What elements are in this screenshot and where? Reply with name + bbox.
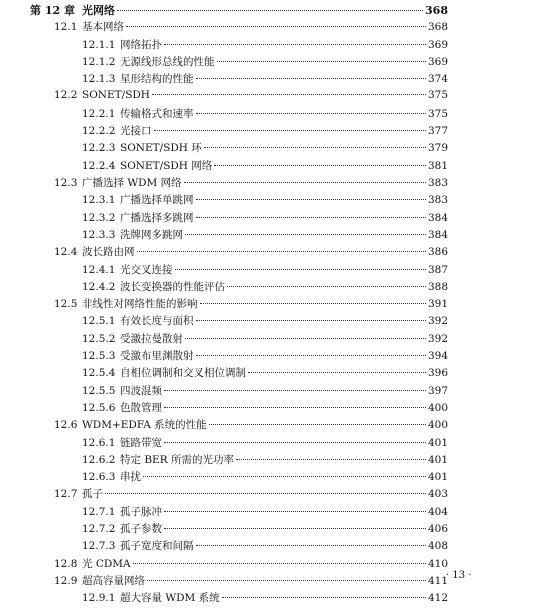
toc-number: 12.2.2 bbox=[82, 125, 116, 138]
toc-title: 非线性对网络性能的影响 bbox=[82, 298, 198, 311]
toc-number: 12.3.3 bbox=[82, 228, 116, 241]
toc-number: 12.5.1 bbox=[82, 315, 116, 328]
toc-page-number: 412 bbox=[427, 592, 448, 605]
toc-page-number: 384 bbox=[427, 211, 448, 224]
dot-leader bbox=[236, 459, 426, 460]
toc-title: 广播选择单跳网 bbox=[120, 194, 194, 207]
toc-title: 网络拓扑 bbox=[120, 38, 162, 51]
toc-number: 12.7.3 bbox=[82, 540, 116, 553]
toc-subsection bbox=[82, 590, 448, 610]
dot-leader bbox=[105, 493, 426, 494]
toc-page-number: 368 bbox=[427, 21, 448, 34]
toc-page-number: 406 bbox=[427, 523, 448, 535]
toc-number: 12.5 bbox=[54, 298, 78, 311]
toc-number: 12.1 bbox=[54, 21, 78, 34]
toc-page-number: 392 bbox=[427, 315, 448, 328]
toc-title: SONET/SDH 环 bbox=[120, 142, 202, 155]
dot-leader bbox=[214, 165, 426, 166]
toc-number: 12.1.3 bbox=[82, 73, 116, 86]
dot-leader bbox=[164, 390, 426, 391]
toc-number: 12.5.4 bbox=[82, 367, 116, 380]
toc-page-number: 381 bbox=[427, 159, 448, 172]
dot-leader bbox=[152, 94, 426, 95]
toc-number: 12.2 bbox=[54, 88, 78, 101]
toc-title: 孤子 bbox=[82, 488, 103, 501]
toc-page-number: 374 bbox=[427, 73, 448, 86]
toc-number: 第 12 章 bbox=[30, 4, 75, 17]
toc-title: 链路带宽 bbox=[120, 436, 162, 449]
toc-title: 光 CDMA bbox=[82, 557, 131, 570]
toc-number: 12.6.1 bbox=[82, 436, 116, 449]
dot-leader bbox=[196, 545, 426, 546]
page-number: · 13 · bbox=[446, 570, 472, 581]
toc-number: 12.5.3 bbox=[82, 350, 116, 362]
toc-number: 12.6.3 bbox=[82, 471, 116, 484]
dot-leader bbox=[196, 113, 426, 114]
toc-page-number: 369 bbox=[427, 38, 448, 51]
toc-number: 12.9 bbox=[54, 574, 78, 587]
dot-leader bbox=[227, 286, 426, 287]
toc-page-number: 396 bbox=[427, 367, 448, 380]
toc-number: 12.3.2 bbox=[82, 211, 116, 224]
toc-page-number: 386 bbox=[427, 246, 448, 259]
dot-leader bbox=[185, 234, 426, 235]
toc-page-number: 404 bbox=[427, 505, 448, 518]
toc-title: WDM+EDFA 系统的性能 bbox=[82, 419, 207, 432]
toc-page-number: 400 bbox=[427, 419, 448, 432]
dot-leader bbox=[133, 563, 426, 564]
toc-number: 12.1.2 bbox=[82, 55, 116, 68]
toc-title: 四波混频 bbox=[120, 384, 162, 397]
toc-title: 串扰 bbox=[120, 471, 141, 484]
toc-number: 12.5.5 bbox=[82, 384, 116, 397]
toc-title: 孤子宽度和间隔 bbox=[120, 540, 194, 553]
toc-title: 受激拉曼散射 bbox=[120, 332, 183, 345]
toc-title: 光接口 bbox=[120, 125, 152, 138]
dot-leader bbox=[222, 597, 426, 598]
dot-leader bbox=[217, 61, 426, 62]
dot-leader bbox=[143, 476, 426, 477]
toc-page-number: 397 bbox=[427, 384, 448, 397]
toc-page-number: 388 bbox=[427, 280, 448, 293]
toc-page-number: 411 bbox=[427, 574, 448, 587]
toc-title: 传输格式和速率 bbox=[120, 107, 194, 120]
toc-page-number: 383 bbox=[427, 177, 448, 189]
dot-leader bbox=[164, 407, 426, 408]
toc-number: 12.5.6 bbox=[82, 401, 116, 414]
toc-page-number: 375 bbox=[427, 88, 448, 101]
toc-title: 波长变换器的性能评估 bbox=[120, 280, 225, 293]
toc-number: 12.1.1 bbox=[82, 38, 116, 51]
dot-leader bbox=[117, 10, 423, 11]
dot-leader bbox=[147, 580, 426, 581]
toc-number: 12.7.2 bbox=[82, 523, 116, 535]
toc-page-number: 387 bbox=[427, 263, 448, 276]
toc-title: 波长路由网 bbox=[82, 246, 135, 259]
toc-title: 孤子脉冲 bbox=[120, 505, 162, 518]
toc-title: 光交叉连接 bbox=[120, 263, 173, 276]
toc-page-number: 401 bbox=[427, 436, 448, 449]
dot-leader bbox=[204, 147, 426, 148]
toc-title: 受激布里渊散射 bbox=[120, 350, 194, 362]
toc-number: 12.4.2 bbox=[82, 280, 116, 293]
toc-title: 无源线形总线的性能 bbox=[120, 55, 215, 68]
toc-title: 光网络 bbox=[82, 4, 115, 17]
toc-page-number: 394 bbox=[427, 350, 448, 362]
dot-leader bbox=[164, 511, 426, 512]
toc-title: 超大容量 WDM 系统 bbox=[120, 592, 220, 605]
toc-title: 广播选择多跳网 bbox=[120, 211, 194, 224]
toc-page-number: 369 bbox=[427, 55, 448, 68]
toc-page-number: 375 bbox=[427, 107, 448, 120]
dot-leader bbox=[164, 44, 426, 45]
toc-title: 孤子参数 bbox=[120, 523, 162, 535]
toc-title: 星形结构的性能 bbox=[120, 73, 194, 86]
toc-title: 基本网络 bbox=[82, 21, 124, 34]
dot-leader bbox=[196, 355, 426, 356]
toc-number: 12.6 bbox=[54, 419, 78, 432]
toc-title: 自相位调制和交叉相位调制 bbox=[120, 367, 246, 380]
toc-number: 12.2.1 bbox=[82, 107, 116, 120]
dot-leader bbox=[154, 130, 426, 131]
toc-number: 12.4.1 bbox=[82, 263, 116, 276]
toc-page-number: 391 bbox=[427, 298, 448, 311]
toc-page-number: 401 bbox=[427, 471, 448, 484]
dot-leader bbox=[126, 26, 426, 27]
toc-number: 12.6.2 bbox=[82, 453, 116, 466]
dot-leader bbox=[196, 217, 426, 218]
toc-number: 12.5.2 bbox=[82, 332, 116, 345]
toc-number: 12.7.1 bbox=[82, 505, 116, 518]
toc-number: 12.2.3 bbox=[82, 142, 116, 155]
toc-number: 12.2.4 bbox=[82, 159, 116, 172]
toc-title: SONET/SDH 网络 bbox=[120, 159, 213, 172]
dot-leader bbox=[175, 269, 426, 270]
dot-leader bbox=[196, 199, 426, 200]
toc-page-number: 379 bbox=[427, 142, 448, 155]
toc-title: 特定 BER 所需的光功率 bbox=[120, 453, 234, 466]
toc-title: 色散管理 bbox=[120, 401, 162, 414]
toc-page-number: 400 bbox=[427, 401, 448, 414]
toc-page-number: 410 bbox=[427, 557, 448, 570]
toc-number: 12.3 bbox=[54, 177, 78, 189]
toc-page-number: 392 bbox=[427, 332, 448, 345]
toc-page-number: 383 bbox=[427, 194, 448, 207]
dot-leader bbox=[248, 372, 426, 373]
dot-leader bbox=[185, 338, 426, 339]
toc-page-number: 401 bbox=[427, 453, 448, 466]
dot-leader bbox=[196, 320, 426, 321]
toc-number: 12.8 bbox=[54, 557, 78, 570]
toc-page-number: 408 bbox=[427, 540, 448, 553]
toc-page-number: 403 bbox=[427, 488, 448, 501]
toc-title: 有效长度与面积 bbox=[120, 315, 194, 328]
toc-number: 12.7 bbox=[54, 488, 78, 501]
toc-title: 广播选择 WDM 网络 bbox=[82, 177, 182, 189]
toc-title: 洗牌网多跳网 bbox=[120, 228, 183, 241]
dot-leader bbox=[164, 442, 426, 443]
dot-leader bbox=[196, 78, 426, 79]
toc-number: 12.9.1 bbox=[82, 592, 116, 605]
dot-leader bbox=[164, 528, 426, 529]
toc-number: 12.4 bbox=[54, 246, 78, 259]
toc-number: 12.3.1 bbox=[82, 194, 116, 207]
toc-page-number: 384 bbox=[427, 228, 448, 241]
dot-leader bbox=[184, 182, 426, 183]
dot-leader bbox=[209, 424, 426, 425]
toc-page-number: 368 bbox=[425, 4, 448, 17]
toc-title: SONET/SDH bbox=[82, 88, 150, 101]
dot-leader bbox=[200, 303, 426, 304]
toc-title: 超高容量网络 bbox=[82, 574, 145, 587]
toc-page-number: 377 bbox=[427, 125, 448, 138]
dot-leader bbox=[137, 251, 426, 252]
